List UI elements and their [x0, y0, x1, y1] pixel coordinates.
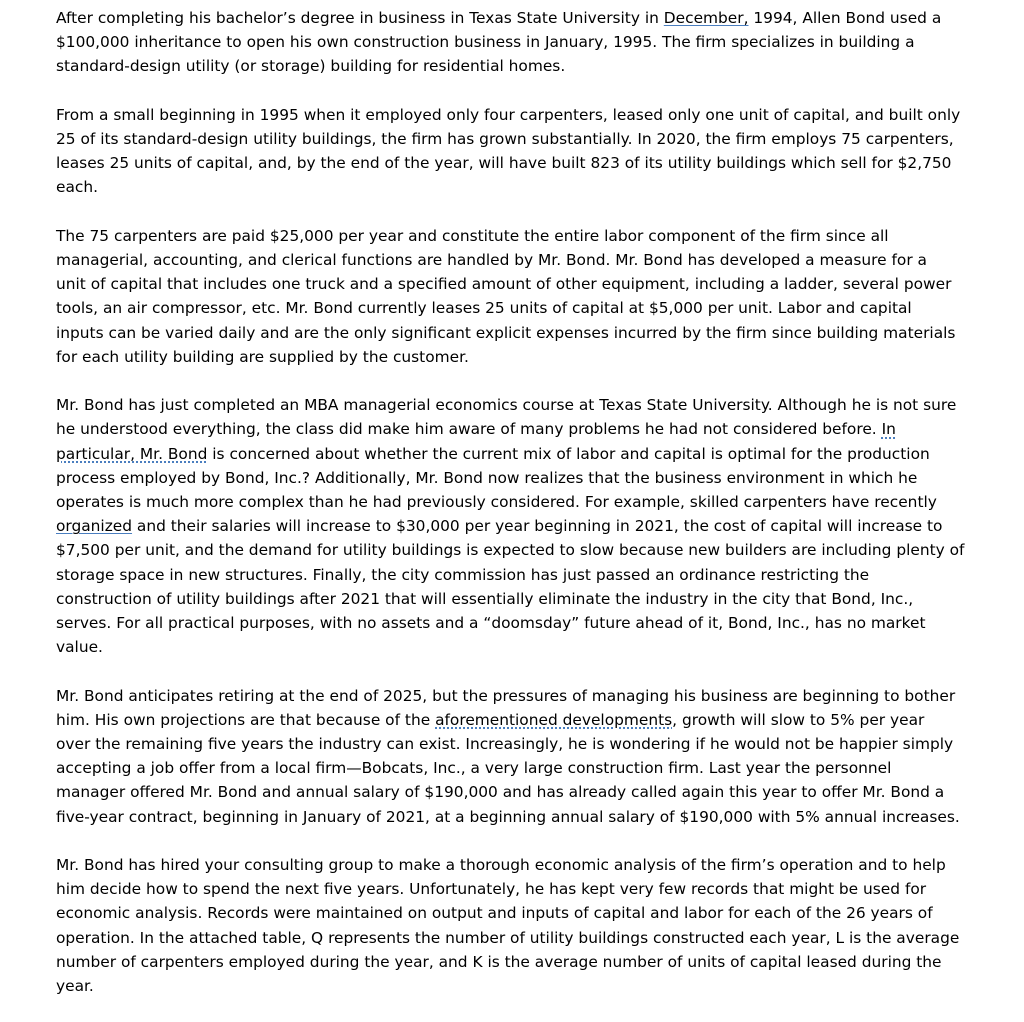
grammar-mark[interactable]: particular, Mr. Bond: [56, 444, 208, 463]
text-span: is concerned about whether the current mix of labor and capital is optimal for the production: [207, 444, 930, 463]
text-line: number of carpenters employed during the year, and K is the average number of units of capital leased during the: [56, 952, 942, 971]
text-line: managerial, accounting, and clerical functions are handled by Mr. Bond. Mr. Bond has developed a measure for a: [56, 251, 927, 269]
text-line: Mr. Bond anticipates retiring at the end of 2025, but the pressures of managing his business are beginning to bother: [56, 686, 956, 705]
text-line: Mr. Bond has hired your consulting group to make a thorough economic analysis of the firm’s operation and to help: [56, 856, 946, 875]
text-line: [56, 417, 1014, 441]
text-line: tools, an air compressor, etc. Mr. Bond currently leases 25 units of capital at $5,000 per unit. Labor and capital: [56, 299, 912, 318]
december-link[interactable]: December,: [663, 9, 749, 27]
text-line: storage space in new structures. Finally, the city commission has just passed an ordinance restricting the: [56, 565, 870, 584]
paragraph-retirement: [56, 684, 1014, 829]
text-line: operates is much more complex than he had previously considered. For example, skilled carpenters have recently: [56, 493, 937, 512]
text-line: [56, 708, 1014, 732]
paragraph-background: [56, 6, 1014, 79]
text-line: serves. For all practical purposes, with no assets and a “doomsday” future ahead of it, Bond, Inc., has no market: [56, 614, 926, 633]
text-line: year.: [56, 977, 94, 996]
text-line: unit of capital that includes one truck and a specified amount of other equipment, including a ladder, several power: [56, 275, 952, 294]
text-line: From a small beginning in 1995 when it employed only four carpenters, leased only one unit of capital, and built only: [56, 105, 961, 124]
text-line: value.: [56, 638, 103, 657]
text-line: operation. In the attached table, Q represents the number of utility buildings constructed each year, L is the average: [56, 928, 960, 947]
grammar-mark[interactable]: In: [881, 420, 896, 439]
text-span: him. His own projections are that because of the: [56, 710, 436, 729]
text-line: manager offered Mr. Bond and annual salary of $190,000 and has already called again this year to offer Mr. Bond a: [56, 783, 945, 802]
text-line: accepting a job offer from a local firm—Bobcats, Inc., a very large construction firm. Last year the personnel: [56, 759, 892, 778]
paragraph-inputs: [56, 224, 1014, 369]
text-line: over the remaining five years the industry can exist. Increasingly, he is wondering if he would not be happier simply: [56, 735, 954, 754]
text-line: standard-design utility (or storage) building for residential homes.: [56, 57, 566, 76]
text-line: for each utility building are supplied by the customer.: [56, 347, 469, 366]
text-line: $100,000 inheritance to open his own construction business in January, 1995. The firm specializes in building a: [56, 33, 915, 52]
text-line: leases 25 units of capital, and, by the end of the year, will have built 823 of its utility buildings which sell for $2,750: [56, 154, 952, 173]
text-line: him decide how to spend the next five years. Unfortunately, he has kept very few records that might be used for: [56, 880, 927, 899]
text-line: each.: [56, 178, 99, 197]
text-line: economic analysis. Records were maintained on output and inputs of capital and labor for each of the 26 years of: [56, 904, 933, 923]
text-span: , growth will slow to 5% per year: [672, 710, 925, 729]
paragraph-consulting: [56, 853, 1014, 998]
text-line: The 75 carpenters are paid $25,000 per year and constitute the entire labor component of the firm since all: [56, 226, 889, 245]
text-line: [56, 442, 1014, 466]
paragraph-environment: [56, 393, 1014, 659]
text-line: inputs can be varied daily and are the only significant explicit expenses incurred by the firm since building materials: [56, 323, 956, 342]
document-body: [56, 6, 1014, 1022]
text-span: After completing his bachelor’s degree in business in Texas State University in: [56, 9, 664, 27]
grammar-mark[interactable]: aforementioned developments: [435, 710, 673, 729]
text-line: Mr. Bond has just completed an MBA managerial economics course at Texas State University. Although he is not sure: [56, 396, 957, 415]
text-line: $7,500 per unit, and the demand for utility buildings is expected to slow because new builders are including plenty of: [56, 541, 965, 560]
paragraph-growth: [56, 103, 1014, 200]
text-span: and their salaries will increase to $30,000 per year beginning in 2021, the cost of capital will increase to: [132, 517, 943, 536]
text-line: five-year contract, beginning in January of 2021, at a beginning annual salary of $190,000 with 5% annual increases.: [56, 807, 960, 826]
text-line: process employed by Bond, Inc.? Additionally, Mr. Bond now realizes that the business environment in which he: [56, 468, 918, 487]
text-line: 25 of its standard-design utility buildings, the firm has grown substantially. In 2020, the firm employs 75 carpenters,: [56, 130, 954, 148]
text-line: [56, 6, 1014, 30]
text-span: he understood everything, the class did make him aware of many problems he had not considered before.: [56, 420, 882, 439]
spelling-mark[interactable]: organized: [56, 517, 133, 536]
text-line: [56, 514, 1014, 538]
text-span: 1994, Allen Bond used a: [748, 9, 942, 27]
text-line: construction of utility buildings after 2021 that will essentially eliminate the industry in the city that Bond, Inc.,: [56, 589, 914, 608]
